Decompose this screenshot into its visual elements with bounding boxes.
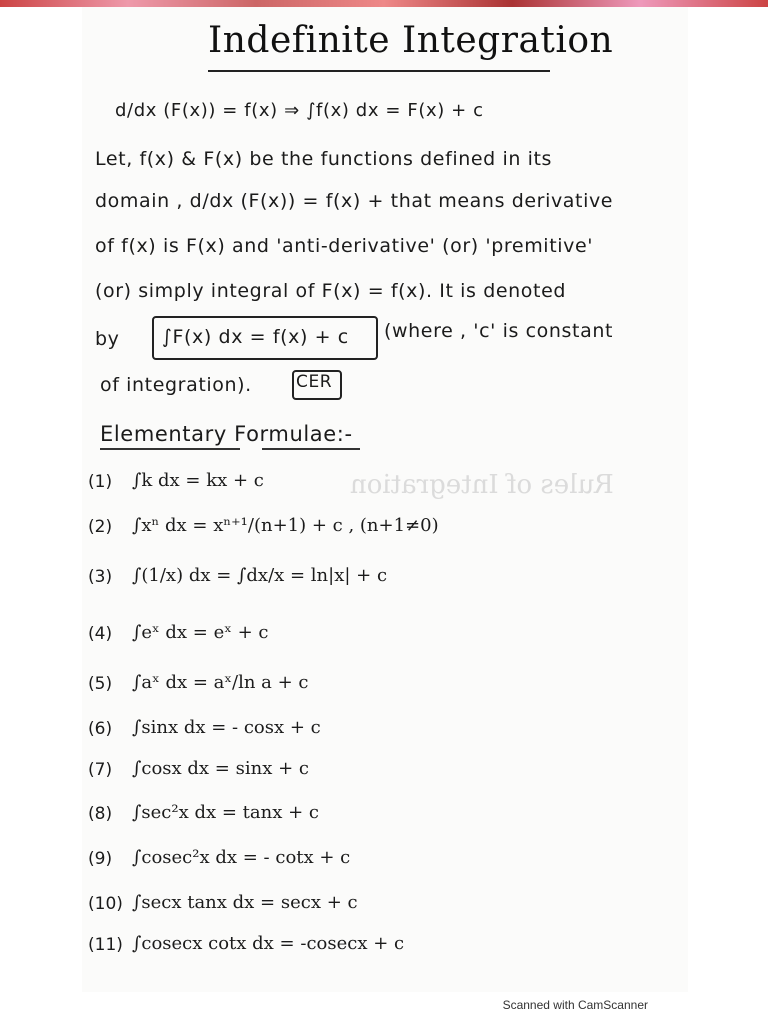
formula-expression: ∫cosec²x dx = - cotx + c (132, 847, 351, 868)
top-decorative-border (0, 0, 768, 7)
formula-number: (5) (88, 674, 113, 694)
formula-number: (9) (88, 849, 113, 869)
intro-line-2: domain , d/dx (F(x)) = f(x) + that means derivative (95, 190, 614, 212)
intro-line-5-rest: (where , 'c' is constant (384, 320, 614, 342)
definition-line: d/dx (F(x)) = f(x) ⇒ ∫f(x) dx = F(x) + c (115, 100, 484, 121)
formula-expression: ∫sec²x dx = tanx + c (132, 802, 319, 823)
formula-number: (11) (88, 935, 123, 955)
formula-expression: ∫k dx = kx + c (132, 470, 264, 491)
formula-number: (8) (88, 804, 113, 824)
heading-underline-1 (100, 448, 240, 450)
formula-expression: ∫cosx dx = sinx + c (132, 758, 309, 779)
formula-number: (3) (88, 567, 113, 587)
page-title: Indefinite Integration (208, 20, 614, 61)
section-heading: Elementary Formulae:- (100, 422, 353, 446)
formula-expression: ∫aˣ dx = aˣ/ln a + c (132, 672, 309, 693)
intro-line-3: of f(x) is F(x) and 'anti-derivative' (or) 'premitive' (95, 235, 594, 257)
boxed-integral: ∫F(x) dx = f(x) + c (162, 326, 349, 348)
formula-number: (4) (88, 624, 113, 644)
intro-line-4: (or) simply integral of F(x) = f(x). It is denoted (95, 280, 567, 302)
formula-expression: ∫cosecx cotx dx = -cosecx + c (132, 933, 405, 954)
formula-number: (1) (88, 472, 113, 492)
formula-expression: ∫(1/x) dx = ∫dx/x = ln|x| + c (132, 565, 388, 586)
title-underline (208, 70, 550, 72)
intro-line-5-by: by (95, 328, 120, 350)
formula-expression: ∫sinx dx = - cosx + c (132, 717, 321, 738)
intro-line-6: of integration). (100, 374, 252, 396)
heading-underline-2 (262, 448, 360, 450)
bleed-through-text: Rules of Integration (350, 470, 614, 500)
formula-expression: ∫xⁿ dx = xⁿ⁺¹/(n+1) + c , (n+1≠0) (132, 515, 439, 536)
formula-expression: ∫secx tanx dx = secx + c (132, 892, 358, 913)
formula-number: (2) (88, 517, 113, 537)
formula-number: (10) (88, 894, 123, 914)
formula-expression: ∫eˣ dx = eˣ + c (132, 622, 269, 643)
formula-number: (7) (88, 760, 113, 780)
formula-number: (6) (88, 719, 113, 739)
cer-label: CER (296, 372, 333, 392)
intro-line-1: Let, f(x) & F(x) be the functions defined in its (95, 148, 553, 170)
scanner-watermark: Scanned with CamScanner (502, 998, 648, 1012)
